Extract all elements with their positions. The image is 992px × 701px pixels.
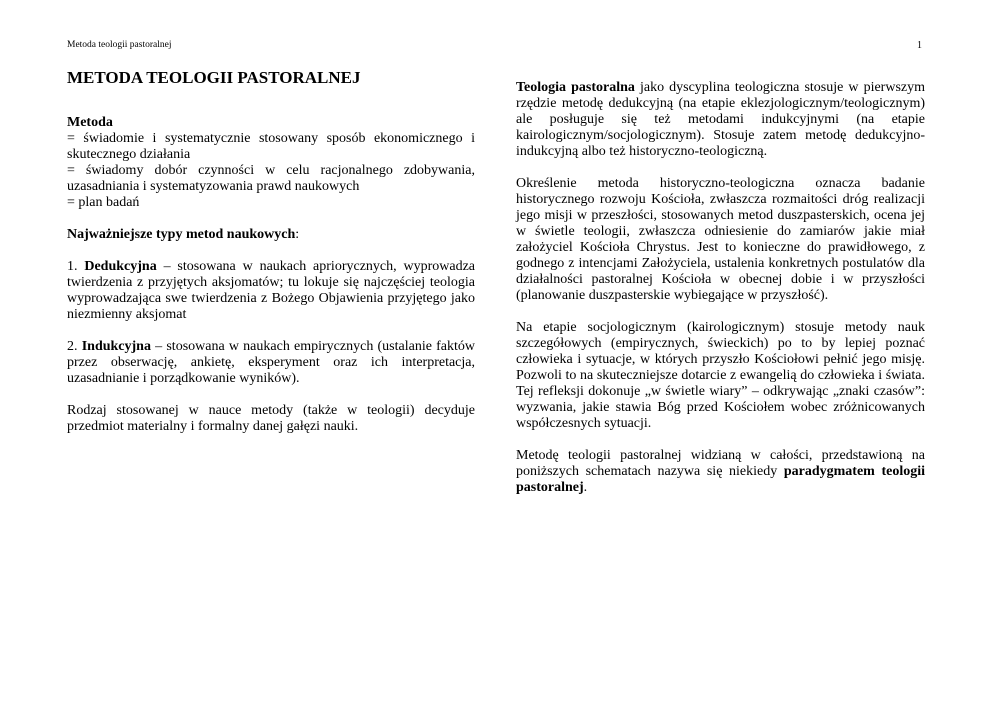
- historical-theological-paragraph: Określenie metoda historyczno-teologiczna oznacza badanie historycznego rozwoju Kościoła, zwłaszcza rozmaitości dróg realizacji jego misji w przeszłości, stosowanych metod duszpasterskich, ocena jej w świetle teologii, zwłaszcza odniesienie do zamiarów jakie miał założyciel Kościoła Chrystus. Jest to konieczne do prawidłowego, z godnego z intencjami Założyciela, ustalenia konkretnych postulatów dla działalności pastoralnej Kościoła w obecnej dobie i w przyszłości (planowanie duszpasterskie wybiegające w przyszłość).: [516, 176, 925, 303]
- page-number: 1: [917, 40, 922, 51]
- sociological-paragraph: Na etapie socjologicznym (kairologicznym) stosuje metody nauk szczegółowych (empirycznych, świeckich) po to by lepiej poznać człowieka i sytuacje, w których przyszło Kościołowi pełnić jego misję. Pozwoli to na skuteczniejsze dotarcie z ewangelią do człowieka i świata. Tej refleksji dokonuje „w świetle wiary” – odkrywając „znaki czasów”: wyzwania, jakie stawia Bóg przed Kościołem wobec zróżnicowanych współczesnych sytuacji.: [516, 320, 925, 431]
- method-inductive-number: 2.: [67, 339, 82, 354]
- method-inductive-term: Indukcyjna: [81, 339, 151, 354]
- paradigm-end: .: [583, 480, 588, 495]
- closing-paragraph: Rodzaj stosowanej w nauce metody (także w teologii) decyduje przedmiot materialny i formalny danej gałęzi nauki.: [67, 403, 475, 434]
- method-deductive: [67, 259, 475, 323]
- right-column: [516, 80, 925, 496]
- paradigm-text: Metodę teologii pastoralnej widzianą w całości, przedstawioną na poniższych schematach nazywa się niekiedy: [516, 448, 925, 479]
- pastoral-theology-text: jako dyscyplina teologiczna stosuje w pierwszym rzędzie metodę dedukcyjną (na etapie eklezjologicznym/teologicznym) ale posługuje się też metodami indukcyjnymi (na etapie kairologicznym/socjologicznym). Stosuje zatem metodę dedukcyjno-indukcyjną albo też historyczno-teologiczną.: [516, 80, 925, 159]
- left-column: [67, 68, 475, 451]
- metoda-line-1: = świadomie i systematycznie stosowany sposób ekonomicznego i skutecznego działania: [67, 131, 475, 162]
- types-heading-colon: :: [295, 227, 300, 242]
- running-header: Metoda teologii pastoralnej: [67, 40, 172, 50]
- metoda-line-3: = plan badań: [67, 195, 140, 210]
- document-title: METODA TEOLOGII PASTORALNEJ: [67, 68, 361, 87]
- types-heading-text: Najważniejsze typy metod naukowych: [67, 227, 296, 242]
- method-inductive-text: – stosowana w naukach empirycznych (ustalanie faktów przez obserwację, ankietę, eksperyment oraz ich interpretacja, uzasadnianie i porządkowanie wyników).: [67, 339, 476, 386]
- pastoral-theology-paragraph: [516, 80, 925, 160]
- method-deductive-term: Dedukcyjna: [84, 259, 157, 274]
- pastoral-theology-term: Teologia pastoralna: [516, 80, 635, 95]
- metoda-line-2: = świadomy dobór czynności w celu racjonalnego zdobywania, uzasadniania i systematyzowania prawd naukowych: [67, 163, 475, 194]
- paradigm-term: paradygmatem teologii pastoralnej: [516, 464, 926, 495]
- metoda-definition: [67, 115, 475, 211]
- metoda-heading: Metoda: [67, 115, 113, 130]
- paradigm-paragraph: [516, 448, 925, 496]
- method-inductive: [67, 339, 475, 387]
- method-deductive-number: 1.: [67, 259, 85, 274]
- method-deductive-text: – stosowana w naukach apriorycznych, wyprowadza twierdzenia z przyjętych aksjomatów; tu lokuje się najczęściej teologia wyprowadzająca swe twierdzenia z Bożego Objawienia przyjętego jako niezmienny aksjomat: [67, 259, 476, 322]
- types-heading: [67, 227, 475, 243]
